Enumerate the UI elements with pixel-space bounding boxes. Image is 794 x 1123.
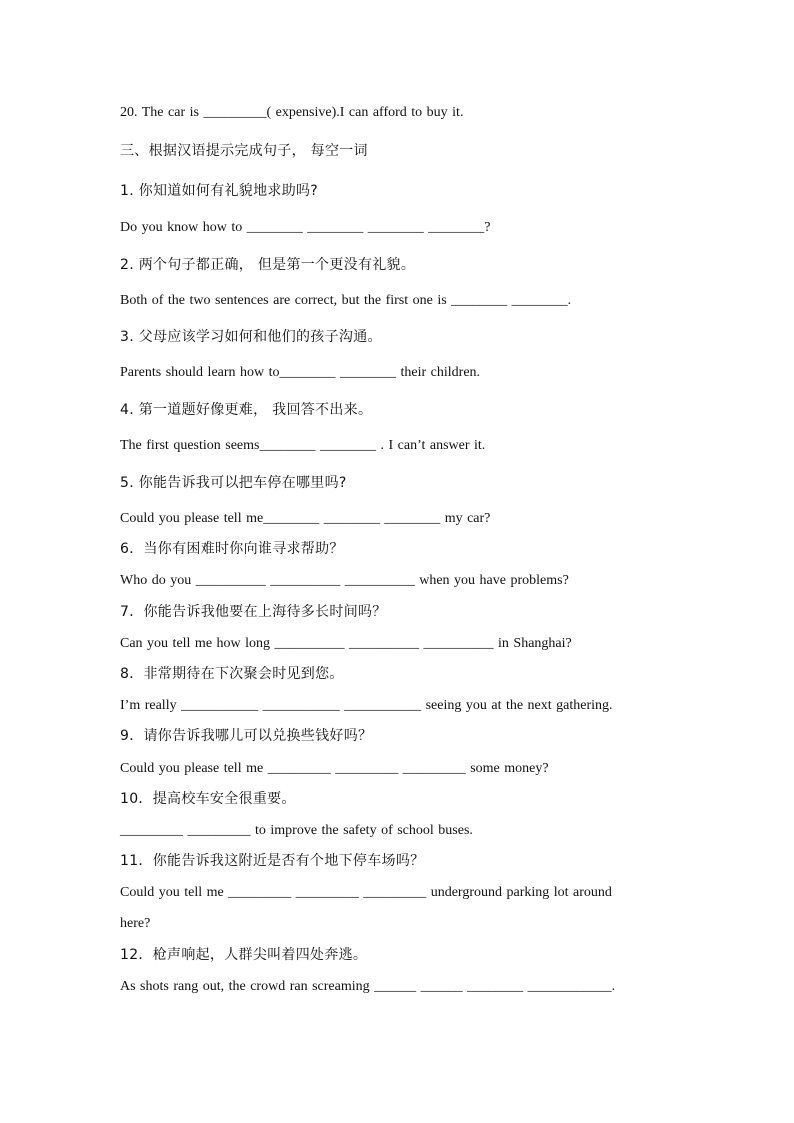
sentence-5-english: Could you please tell me________ ________ ________ my car? [120,511,491,526]
sentence-8-chinese: 8．非常期待在下次聚会时见到您。 [120,666,344,682]
sentence-11-chinese: 11．你能告诉我这附近是否有个地下停车场吗？ [120,853,425,869]
sentence-12-chinese: 12．枪声响起，人群尖叫着四处奔逃。 [120,947,368,963]
sentence-3-chinese: 3. 父母应该学习如何和他们的孩子沟通。 [120,329,382,345]
sentence-1-english: Do you know how to ________ ________ ________ ________? [120,220,491,235]
sentence-6-chinese: 6．当你有困难时你向谁寻求帮助？ [120,541,344,557]
sentence-10-chinese: 10．提高校车安全很重要。 [120,791,296,807]
sentence-8-english: I’m really ___________ ___________ ___________ seeing you at the next gathering. [120,698,613,713]
sentence-11-english-line-2: here? [120,916,151,931]
sentence-2-chinese: 2. 两个句子都正确， 但是第一个更没有礼貌。 [120,257,416,273]
sentence-7-english: Can you tell me how long __________ __________ __________ in Shanghai? [120,636,572,651]
sentence-9-english: Could you please tell me _________ _________ _________ some money? [120,761,549,776]
sentence-6-english: Who do you __________ __________ __________ when you have problems? [120,573,569,588]
section-3-heading: 三、根据汉语提示完成句子， 每空一词 [120,143,368,159]
sentence-12-english: As shots rang out, the crowd ran screaming ______ ______ ________ ____________. [120,979,616,994]
sentence-3-english: Parents should learn how to________ ________ their children. [120,365,481,380]
sentence-9-chinese: 9．请你告诉我哪儿可以兑换些钱好吗？ [120,728,373,744]
sentence-4-chinese: 4. 第一道题好像更难， 我回答不出来。 [120,402,373,418]
sentence-4-english: The first question seems________ ________ . I can’t answer it. [120,438,486,453]
sentence-10-english: _________ _________ to improve the safety of school buses. [120,823,473,838]
sentence-5-chinese: 5. 你能告诉我可以把车停在哪里吗? [120,475,347,491]
sentence-1-chinese: 1. 你知道如何有礼貌地求助吗? [120,183,319,199]
sentence-2-english: Both of the two sentences are correct, but the first one is ________ ________. [120,293,572,308]
sentence-7-chinese: 7．你能告诉我他要在上海待多长时间吗？ [120,604,387,620]
sentence-11-english-line-1: Could you tell me _________ _________ _________ underground parking lot around [120,885,612,900]
question-20: 20. The car is _________( expensive).I can afford to buy it. [120,105,464,120]
